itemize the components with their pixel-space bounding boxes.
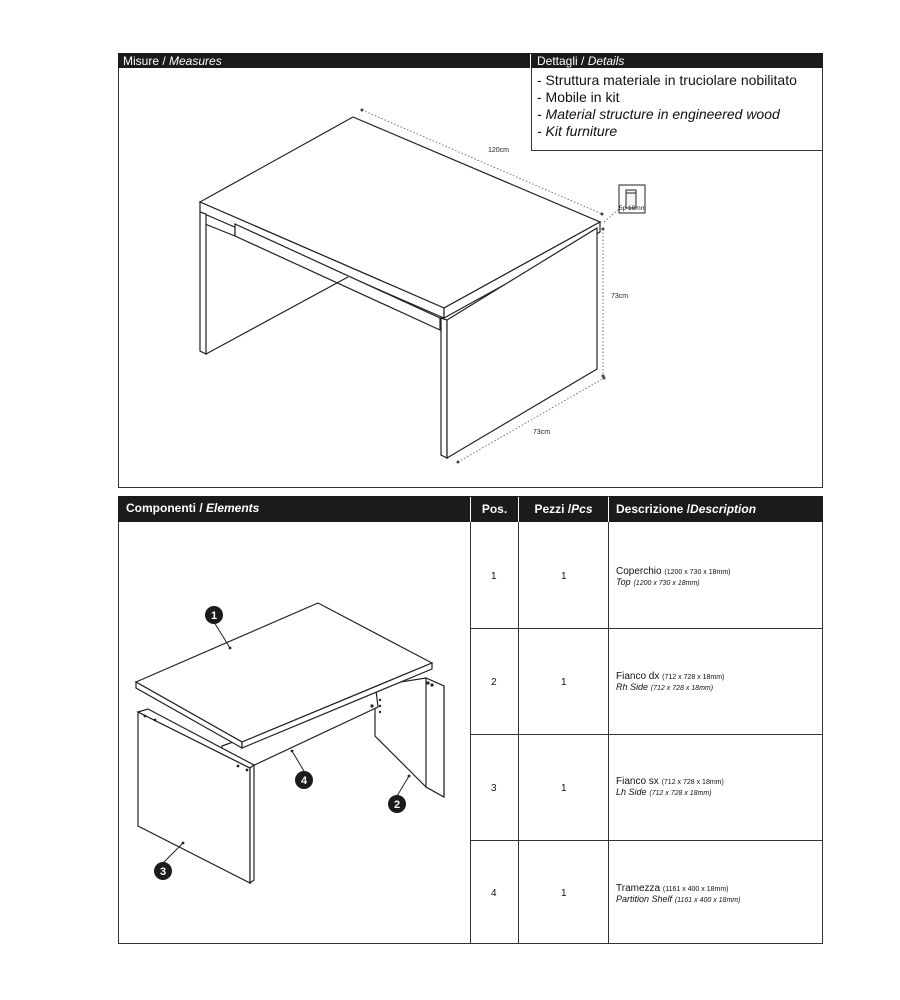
table-divider — [470, 522, 471, 944]
row-1-pos: 1 — [491, 571, 497, 582]
dim-height-label: 73cm — [611, 293, 629, 300]
components-header-it: Componenti / — [126, 501, 206, 515]
details-header-it: Dettagli / — [537, 54, 588, 68]
row-4-description — [616, 883, 740, 905]
col-desc-en: Description — [690, 502, 757, 516]
row-2-name-en: Rh Side — [616, 682, 649, 692]
details-header-en: Details — [587, 54, 625, 68]
dim-depth-label: 73cm — [533, 429, 551, 436]
row-3-pcs: 1 — [561, 783, 567, 794]
row-3-size-en: (712 x 728 x 18mm) — [649, 790, 712, 797]
table-header-pos — [471, 496, 518, 522]
measures-header-en: Measures — [169, 54, 222, 68]
row-3-pos: 3 — [491, 783, 497, 794]
components-header — [118, 496, 470, 522]
row-2-pos: 2 — [491, 677, 497, 688]
row-1-pcs: 1 — [561, 571, 567, 582]
col-pos-label: Pos. — [481, 502, 508, 516]
detail-item: - Kit furniture — [537, 123, 618, 139]
row-1-size-it: (1200 x 730 x 18mm) — [664, 569, 731, 576]
detail-item: - Mobile in kit — [537, 89, 620, 105]
row-3-name-it: Fianco sx — [616, 776, 659, 787]
row-4-pos: 4 — [491, 888, 497, 899]
row-1-description — [616, 566, 731, 588]
col-pcs-en: Pcs — [571, 502, 593, 516]
components-exploded-drawing — [118, 522, 470, 944]
row-2-name-it: Fianco dx — [616, 671, 660, 682]
row-3-size-it: (712 x 728 x 18mm) — [661, 779, 724, 786]
table-divider — [470, 734, 823, 735]
desk-left-leg — [200, 212, 206, 354]
row-4-name-en: Partition Shelf — [616, 894, 673, 904]
table-divider — [470, 840, 823, 841]
measures-header-it: Misure / — [123, 54, 170, 68]
row-1-name-en: Top — [616, 577, 631, 587]
row-2-size-it: (712 x 728 x 18mm) — [662, 674, 725, 681]
row-2-size-en: (712 x 728 x 18mm) — [650, 685, 714, 692]
row-1-name-it: Coperchio — [616, 566, 662, 577]
row-2-description — [616, 671, 724, 693]
table-header-desc — [609, 496, 823, 522]
table-divider — [470, 628, 823, 629]
row-4-size-it: (1161 x 400 x 18mm) — [662, 886, 729, 893]
callout-1-label: 1 — [210, 610, 218, 622]
detail-item: - Struttura materiale in truciolare nobilitato — [537, 72, 797, 88]
detail-item: - Material structure in engineered wood — [537, 106, 780, 122]
row-3-description — [616, 776, 724, 798]
col-desc-it: Descrizione / — [616, 502, 691, 516]
row-4-size-en: (1161 x 400 x 18mm) — [674, 897, 741, 904]
desk-right-leg — [441, 318, 447, 458]
table-divider — [608, 522, 609, 944]
table-header-pcs — [519, 496, 608, 522]
row-2-pcs: 1 — [561, 677, 567, 688]
components-header-en: Elements — [206, 501, 260, 515]
callout-2-label: 2 — [393, 799, 401, 811]
table-divider — [518, 522, 519, 944]
dim-width-label: 120cm — [488, 147, 510, 154]
row-4-pcs: 1 — [561, 888, 567, 899]
col-pcs-it: Pezzi / — [534, 502, 572, 516]
row-4-name-it: Tramezza — [616, 883, 661, 894]
callout-4-label: 4 — [300, 775, 308, 787]
dim-thickness-label: 5p 18mm — [619, 205, 647, 212]
callout-3-label: 3 — [159, 866, 167, 878]
row-1-size-en: (1200 x 730 x 18mm) — [633, 580, 700, 587]
row-3-name-en: Lh Side — [616, 787, 647, 797]
